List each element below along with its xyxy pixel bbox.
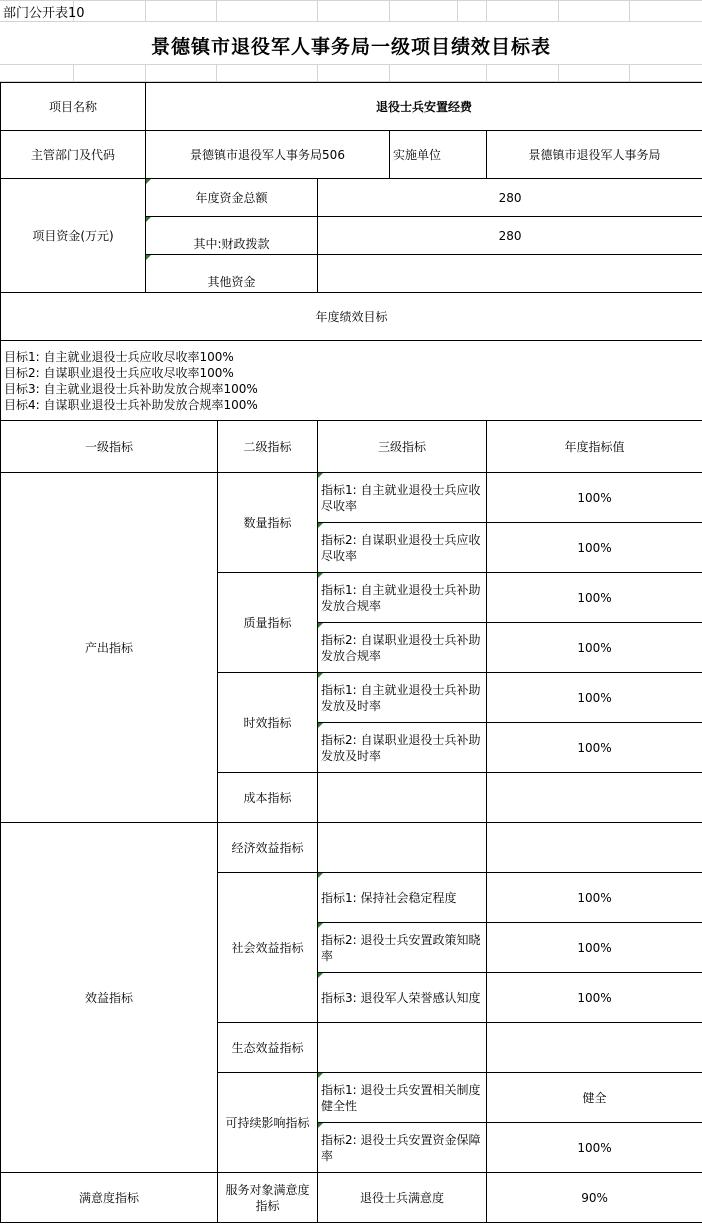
indicator-text — [318, 1023, 487, 1073]
economic-indicator-label: 经济效益指标 — [218, 823, 318, 873]
timeliness-indicator-label: 时效指标 — [218, 673, 318, 773]
dept-value: 景德镇市退役军人事务局506 — [146, 131, 390, 179]
header-level2: 二级指标 — [218, 421, 318, 473]
indicator-value: 100% — [487, 973, 702, 1023]
cell-marker-icon — [318, 473, 323, 478]
indicator-text: 指标2: 自谋职业退役士兵应收尽收率 — [318, 523, 487, 573]
indicator-value: 健全 — [487, 1073, 702, 1123]
satisfaction-level3: 退役士兵满意度 — [318, 1173, 487, 1223]
indicator-text: 指标1: 保持社会稳定程度 — [318, 873, 487, 923]
indicator-value: 100% — [487, 673, 702, 723]
indicator-value — [487, 773, 702, 823]
cell-marker-icon — [318, 723, 323, 728]
funds-label: 项目资金(万元) — [1, 179, 146, 293]
cell-marker-icon — [146, 179, 151, 184]
goals-header: 年度绩效目标 — [1, 293, 702, 341]
other-funds-value — [318, 255, 702, 293]
goal-item: 目标4: 自谋职业退役士兵补助发放合规率100% — [4, 398, 258, 412]
performance-table — [0, 82, 702, 1223]
indicator-value: 100% — [487, 873, 702, 923]
indicator-text: 指标2: 退役士兵安置资金保障率 — [318, 1123, 487, 1173]
indicator-text: 指标2: 自谋职业退役士兵补助发放合规率 — [318, 623, 487, 673]
cell-marker-icon — [318, 573, 323, 578]
cell-marker-icon — [318, 523, 323, 528]
indicator-text — [318, 773, 487, 823]
indicator-value — [487, 823, 702, 873]
project-name-value: 退役士兵安置经费 — [146, 83, 702, 131]
quality-indicator-label: 质量指标 — [218, 573, 318, 673]
fiscal-funds-value: 280 — [318, 217, 702, 255]
cost-indicator-label: 成本指标 — [218, 773, 318, 823]
ecological-indicator-label: 生态效益指标 — [218, 1023, 318, 1073]
indicator-value — [487, 1023, 702, 1073]
other-funds-label: 其他资金 — [146, 255, 318, 293]
indicator-text — [318, 823, 487, 873]
cell-marker-icon — [318, 923, 323, 928]
cell-marker-icon — [146, 255, 151, 260]
goal-item: 目标3: 自主就业退役士兵补助发放合规率100% — [4, 382, 258, 396]
indicator-value: 100% — [487, 473, 702, 523]
fiscal-funds-label: 其中:财政拨款 — [146, 217, 318, 255]
indicator-text: 指标2: 自谋职业退役士兵补助发放及时率 — [318, 723, 487, 773]
indicator-text: 指标1: 退役士兵安置相关制度健全性 — [318, 1073, 487, 1123]
benefit-indicator-label: 效益指标 — [1, 823, 218, 1173]
cell-marker-icon — [318, 973, 323, 978]
satisfaction-indicator-label: 满意度指标 — [1, 1173, 218, 1223]
satisfaction-level2: 服务对象满意度指标 — [218, 1173, 318, 1223]
total-funds-label: 年度资金总额 — [146, 179, 318, 217]
indicator-value: 100% — [487, 623, 702, 673]
cell-marker-icon — [146, 217, 151, 222]
indicator-value: 100% — [487, 1123, 702, 1173]
sheet-label: 部门公开表10 — [3, 6, 85, 21]
project-name-label: 项目名称 — [1, 83, 146, 131]
cell-marker-icon — [318, 1073, 323, 1078]
social-indicator-label: 社会效益指标 — [218, 873, 318, 1023]
header-level1: 一级指标 — [1, 421, 218, 473]
indicator-text: 指标1: 自主就业退役士兵补助发放及时率 — [318, 673, 487, 723]
indicator-text: 指标1: 自主就业退役士兵应收尽收率 — [318, 473, 487, 523]
indicator-value: 100% — [487, 923, 702, 973]
quantity-indicator-label: 数量指标 — [218, 473, 318, 573]
cell-marker-icon — [318, 873, 323, 878]
impl-value: 景德镇市退役军人事务局 — [487, 131, 702, 179]
cell-marker-icon — [318, 1123, 323, 1128]
cell-marker-icon — [318, 623, 323, 628]
impl-label: 实施单位 — [390, 131, 487, 179]
indicator-text: 指标2: 退役士兵安置政策知晓率 — [318, 923, 487, 973]
indicator-value: 100% — [487, 573, 702, 623]
indicator-value: 100% — [487, 723, 702, 773]
dept-label: 主管部门及代码 — [1, 131, 146, 179]
goals-list — [1, 341, 702, 421]
sustainable-indicator-label: 可持续影响指标 — [218, 1073, 318, 1173]
indicator-value: 100% — [487, 523, 702, 573]
output-indicator-label: 产出指标 — [1, 473, 218, 823]
header-level3: 三级指标 — [318, 421, 487, 473]
total-funds-value: 280 — [318, 179, 702, 217]
goal-item: 目标1: 自主就业退役士兵应收尽收率100% — [4, 350, 234, 364]
indicator-text: 指标1: 自主就业退役士兵补助发放合规率 — [318, 573, 487, 623]
header-value: 年度指标值 — [487, 421, 702, 473]
goal-item: 目标2: 自谋职业退役士兵应收尽收率100% — [4, 366, 234, 380]
page-title: 景德镇市退役军人事务局一级项目绩效目标表 — [150, 36, 551, 58]
satisfaction-value: 90% — [487, 1173, 702, 1223]
indicator-text: 指标3: 退役军人荣誉感认知度 — [318, 973, 487, 1023]
cell-marker-icon — [318, 673, 323, 678]
